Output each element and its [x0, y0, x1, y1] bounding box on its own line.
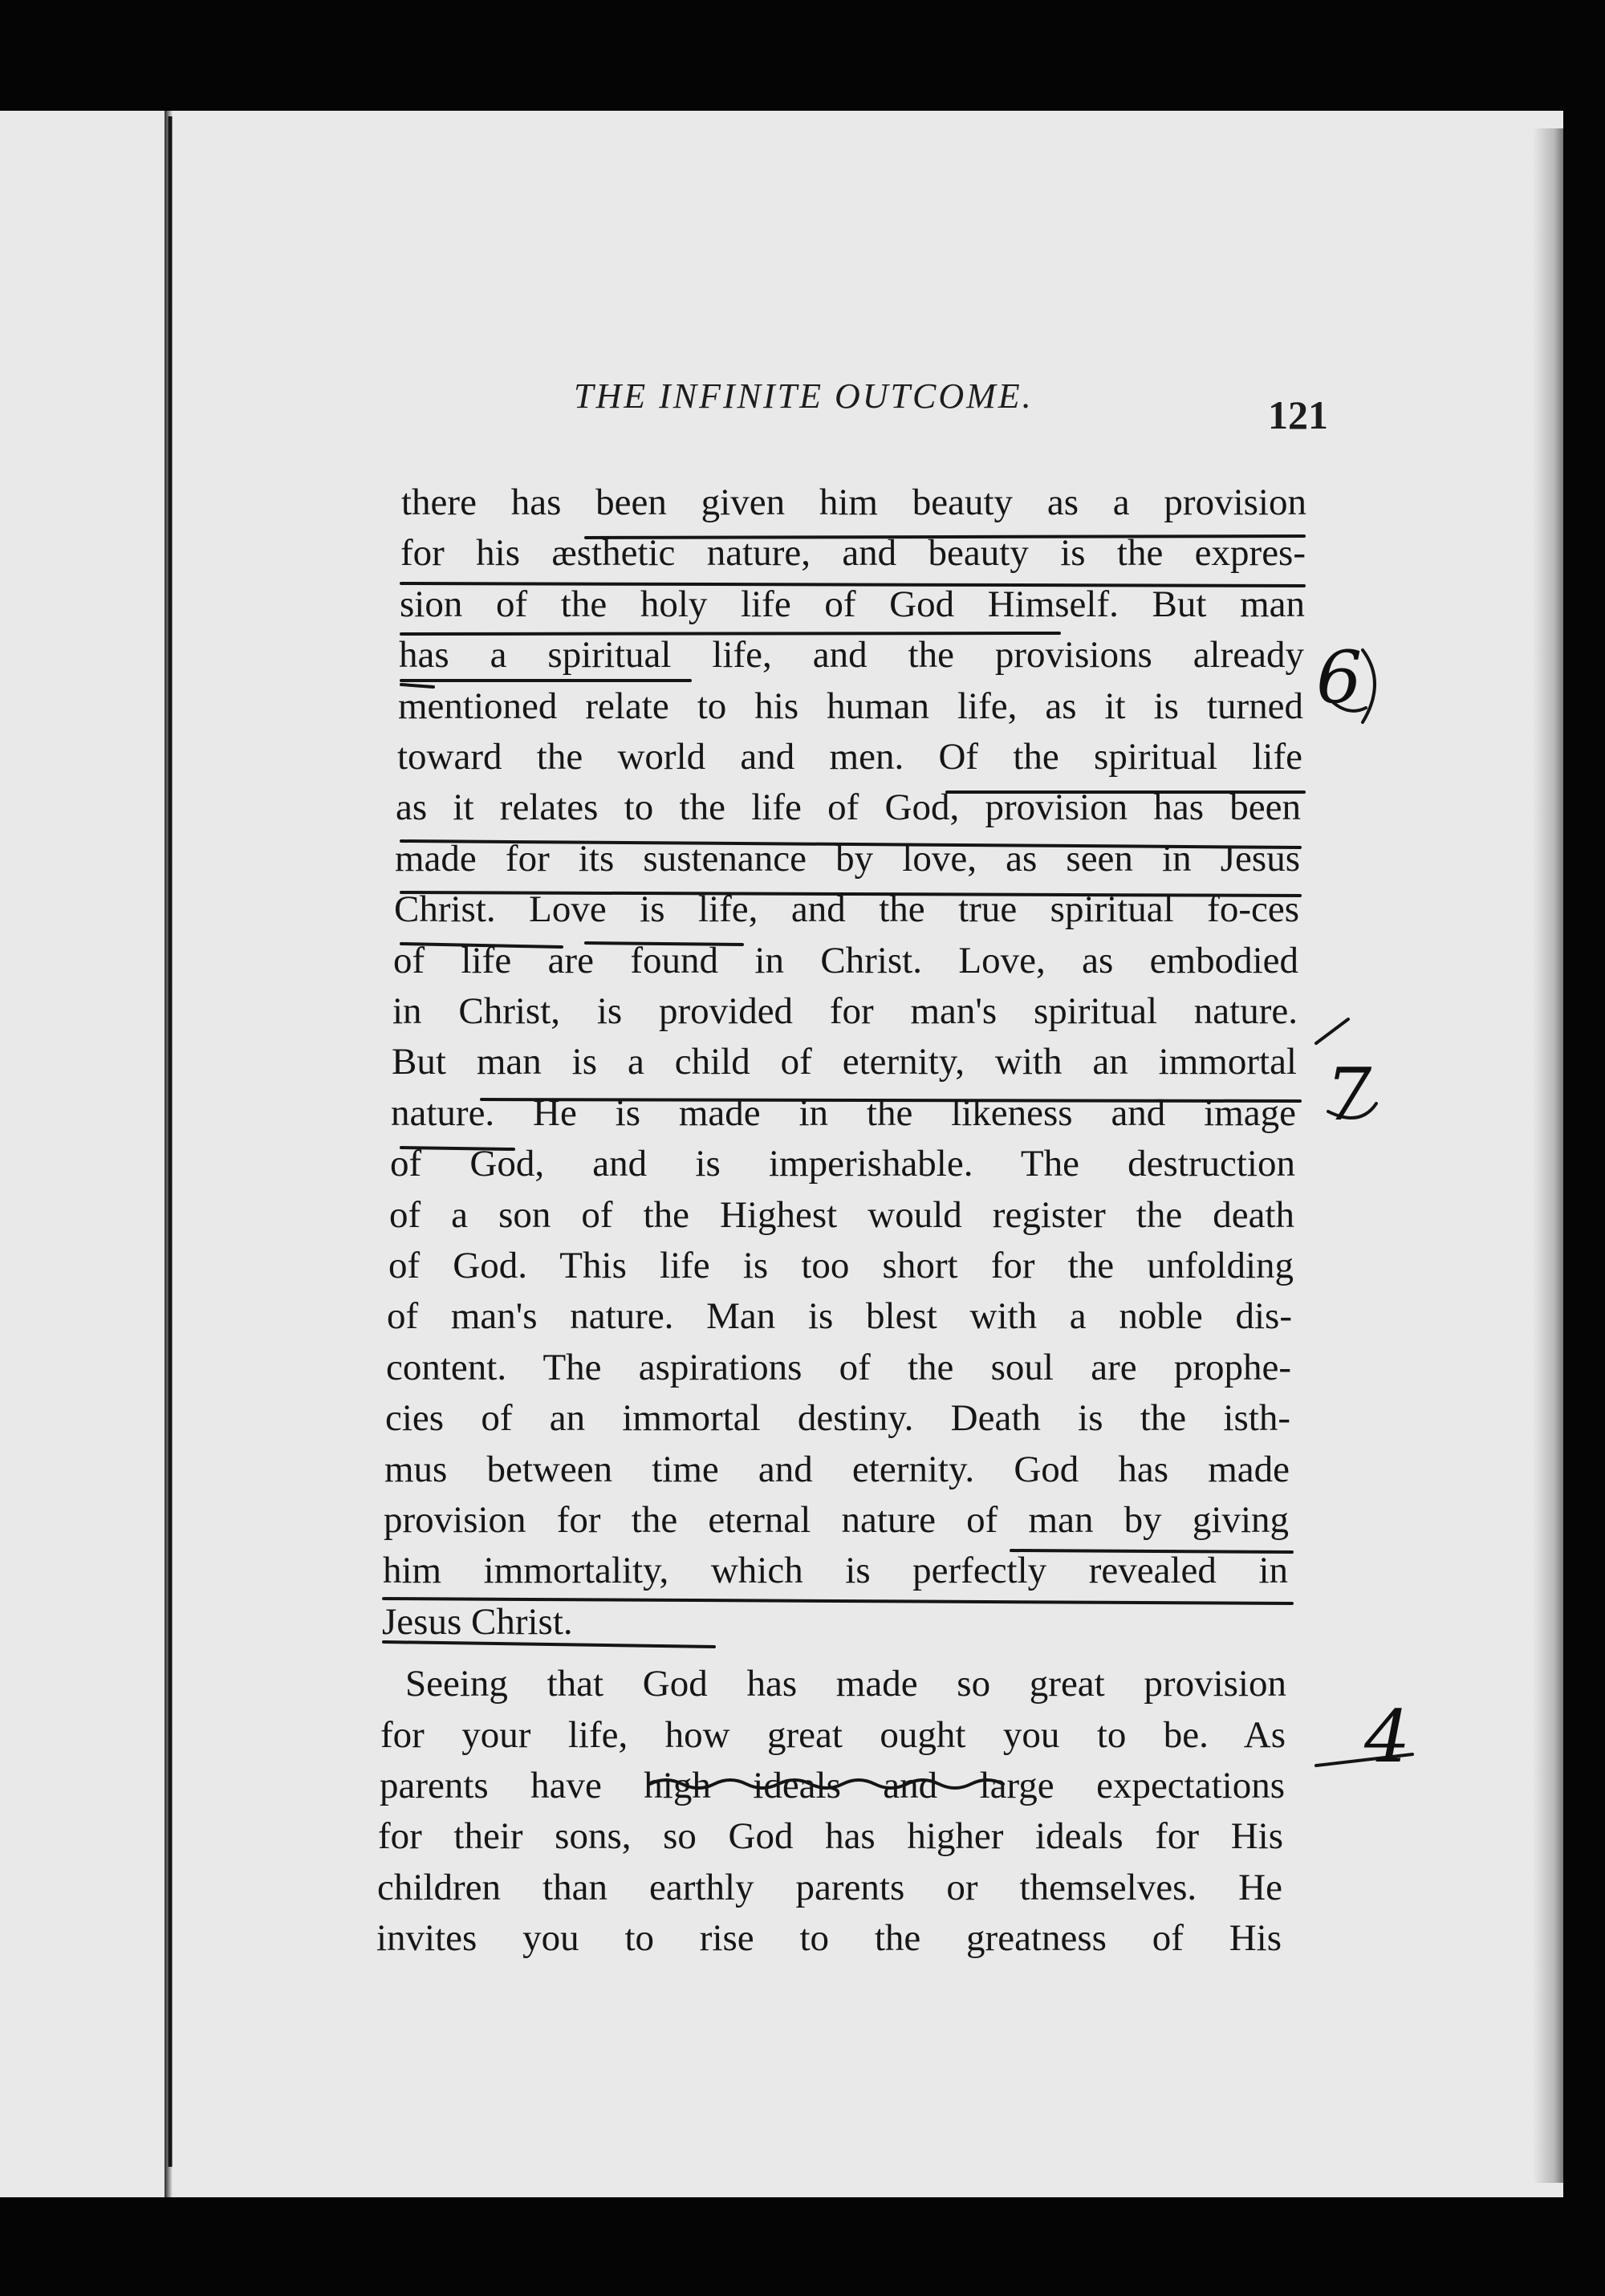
text-line: of God. This life is too short for the unfolding	[388, 1245, 1294, 1286]
text-line: as it relates to the life of God, provision has been	[396, 786, 1301, 828]
text-line: for your life, how great ought you to be. As	[380, 1714, 1286, 1756]
text-line: there has been given him beauty as a provision	[401, 482, 1306, 523]
text-line: sion of the holy life of God Himself. But man	[400, 583, 1305, 625]
page-gutter	[165, 111, 173, 2197]
text-line: invites you to rise to the greatness of His	[376, 1917, 1282, 1959]
text-line: of life are found in Christ. Love, as embodied	[393, 940, 1298, 981]
text-line: children than earthly parents or themselves. He	[377, 1867, 1282, 1908]
text-line: But man is a child of eternity, with an immortal	[392, 1041, 1297, 1083]
text-line: content. The aspirations of the soul are prophe-	[386, 1347, 1291, 1388]
running-title: THE INFINITE OUTCOME.	[574, 376, 1034, 416]
text-line: made for its sustenance by love, as seen in Jesus	[395, 838, 1300, 880]
text-line: mentioned relate to his human life, as it is turned	[398, 685, 1303, 727]
text-line: in Christ, is provided for man's spiritual nature.	[392, 990, 1298, 1032]
page-number: 121	[1268, 392, 1328, 437]
margin-note-7: 7	[1326, 1053, 1372, 1137]
margin-note-6: 6	[1316, 636, 1363, 720]
text-line: nature. He is made in the likeness and image	[391, 1092, 1296, 1134]
text-line: provision for the eternal nature of man by giving	[384, 1499, 1289, 1541]
text-line: toward the world and men. Of the spiritual life	[397, 736, 1302, 778]
text-line: of man's nature. Man is blest with a noble dis-	[387, 1295, 1292, 1337]
text-line: Seeing that God has made so great provision	[405, 1663, 1286, 1705]
text-line: cies of an immortal destiny. Death is the isth-	[385, 1397, 1290, 1439]
text-line: of God, and is imperishable. The destruction	[390, 1143, 1295, 1185]
text-line: for their sons, so God has higher ideals for His	[378, 1815, 1283, 1857]
text-line: mus between time and eternity. God has made	[384, 1449, 1290, 1490]
text-line: Christ. Love is life, and the true spiritual fo-ces	[394, 888, 1299, 930]
text-line: for his æsthetic nature, and beauty is the expres-	[400, 532, 1306, 574]
margin-note-4: 4	[1364, 1695, 1411, 1779]
page-edge-shadow	[1533, 128, 1563, 2183]
text-line: of a son of the Highest would register the death	[389, 1194, 1294, 1236]
text-line: Jesus Christ.	[382, 1601, 573, 1643]
text-line: parents have high ideals and large expectations	[380, 1765, 1285, 1806]
text-line: has a spiritual life, and the provisions already	[399, 634, 1304, 676]
text-line: him immortality, which is perfectly revealed in	[383, 1550, 1288, 1591]
